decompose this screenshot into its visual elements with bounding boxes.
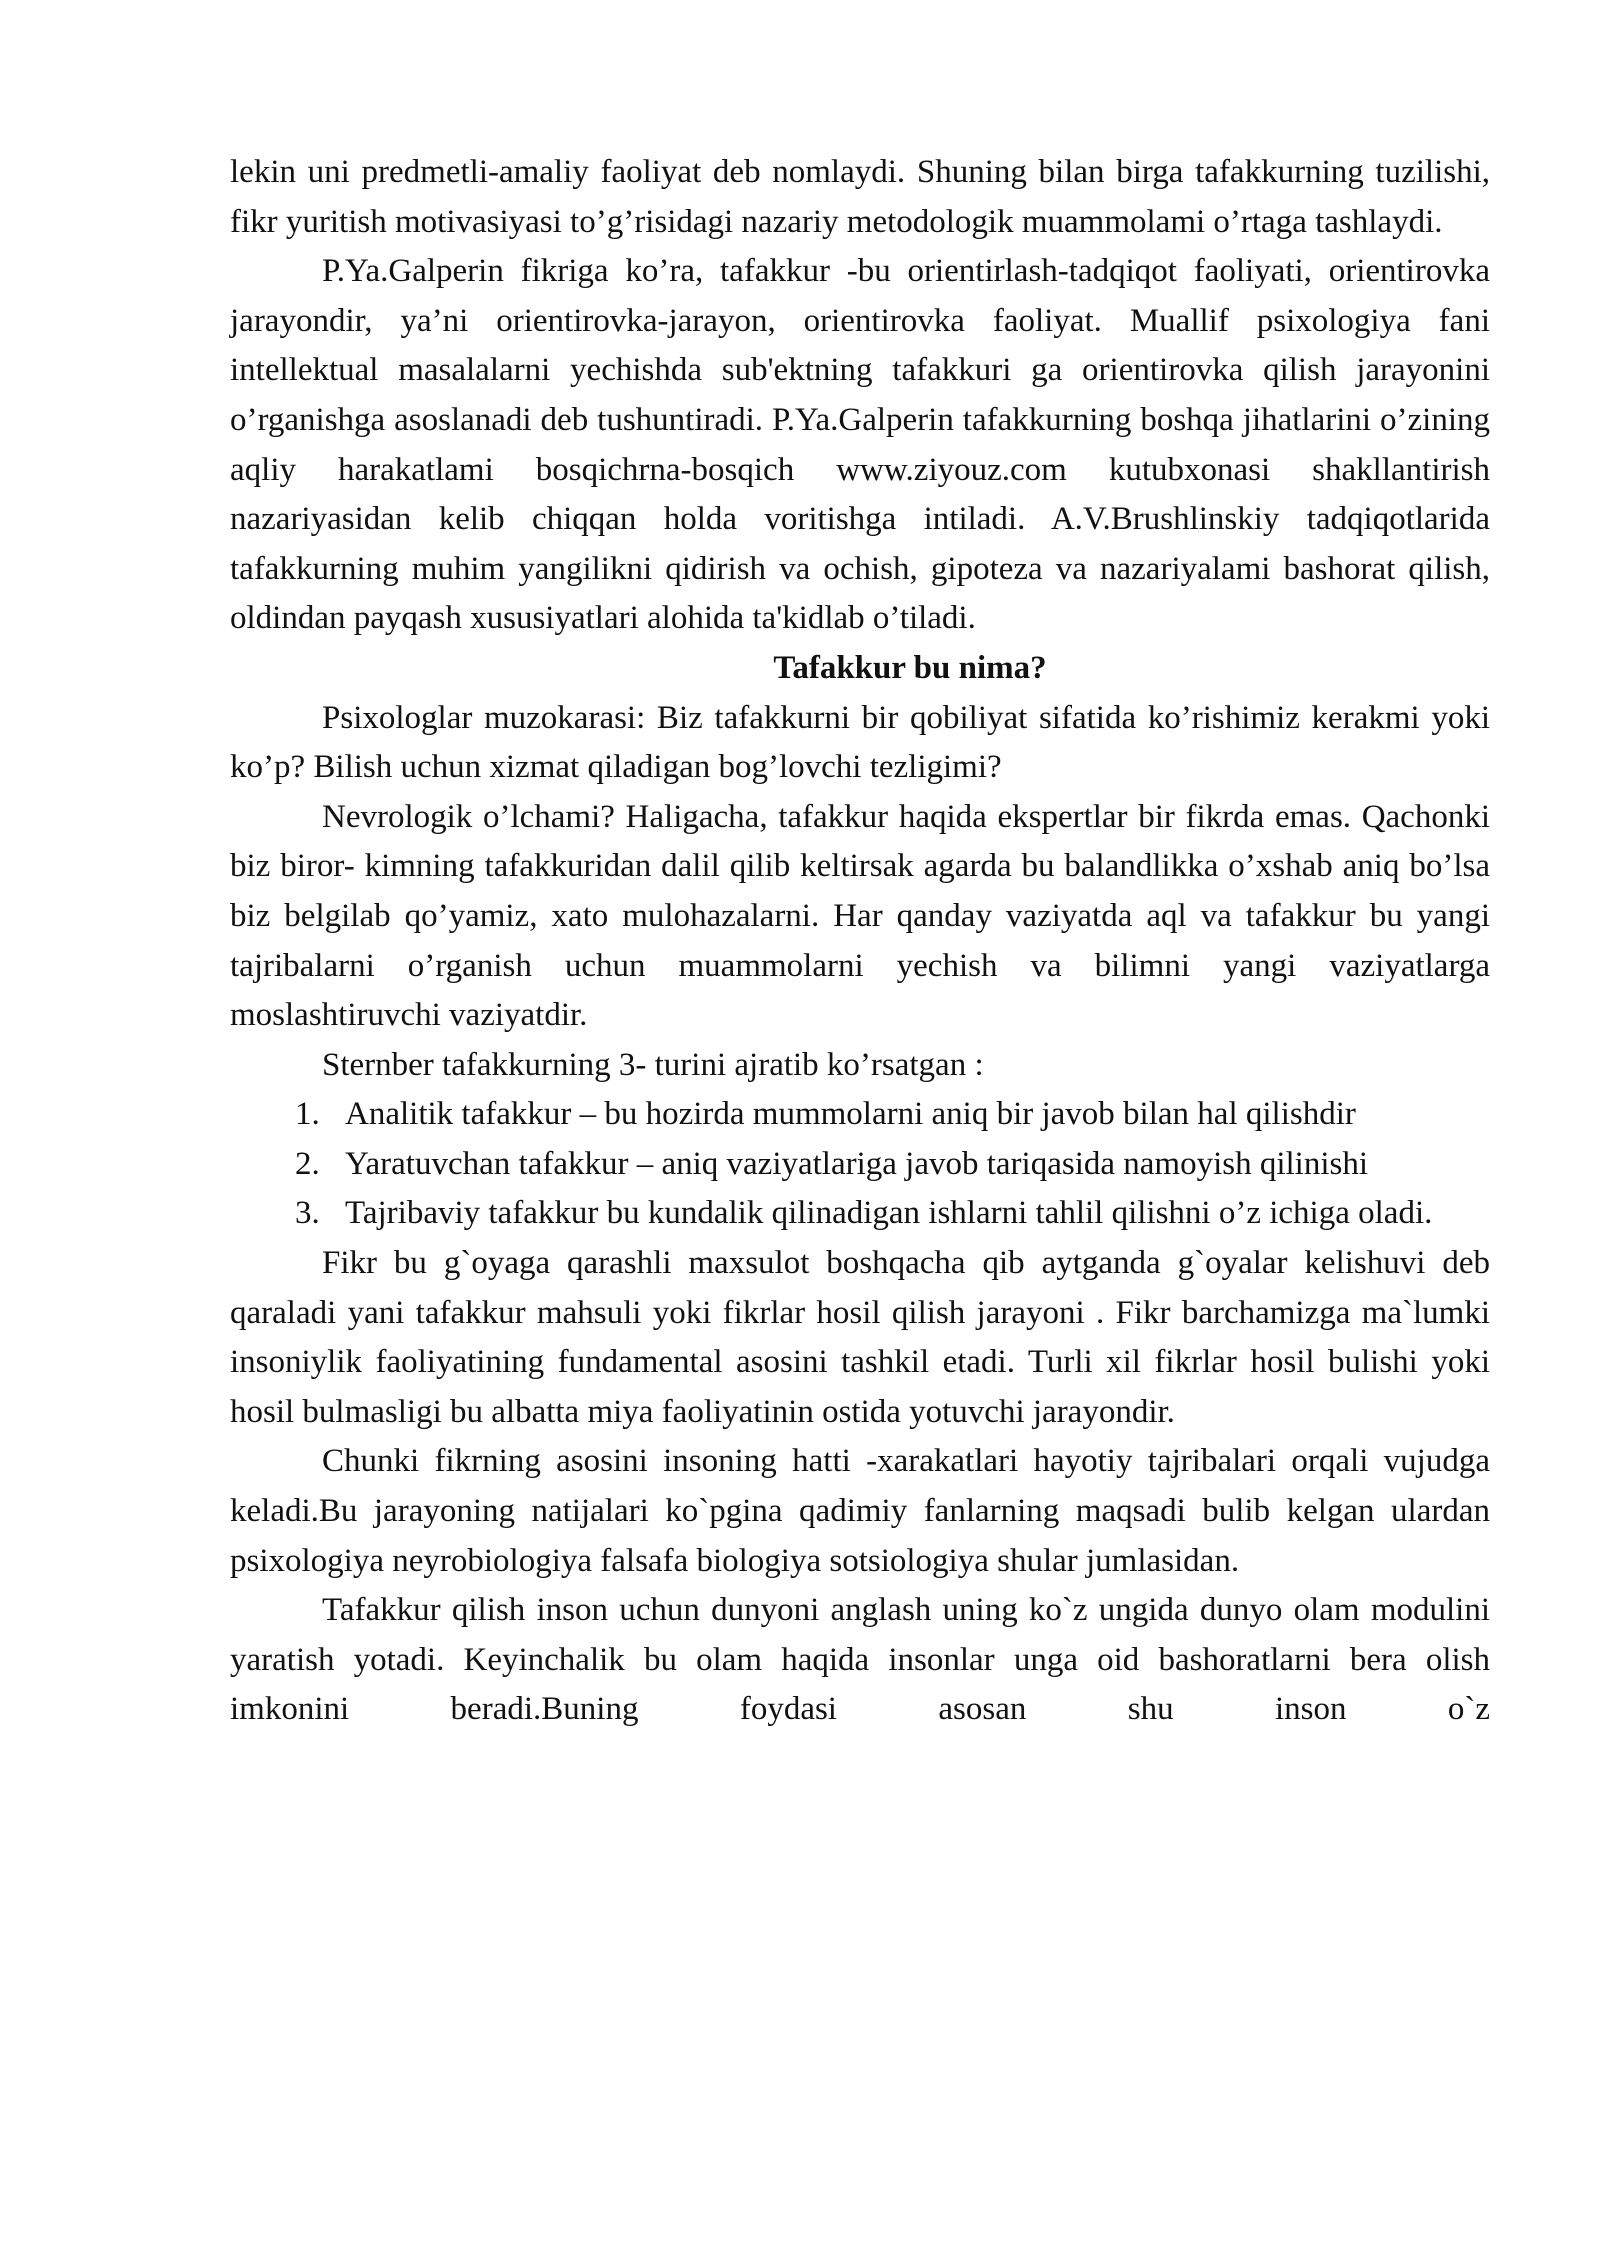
paragraph-psixologlar: Psixologlar muzokarasi: Biz tafakkurni bir qobiliyat sifatida ko’rishimiz kerakmi yoki ko’p? Bilish uchun xizmat qiladigan bog’lovchi tezligimi?	[230, 699, 1490, 786]
paragraph-galperin: P.Ya.Galperin fikriga ko’ra, tafakkur -bu orientirlash-tadqiqot faoliyati, orientirovka jarayondir, ya’ni orientirovka-jarayon, orientirovka faoliyat. Muallif psixologiya fani intellektual masalalarni yechishda sub'ektning tafakkuri ga orientirovka qilish jarayonini o’rganishga asoslanadi deb tushuntiradi. P.Ya.Galperin tafakkurning boshqa jihatlarini o’zining aqliy harakatlami bosqichrna-bosqich www.ziyouz.com kutubxonasi shakllantirish nazariyasidan kelib chiqqan holda voritishga intiladi. A.V.Brushlinskiy tadqiqotlarida tafakkurning muhim yangilikni qidirish va ochish, gipoteza va nazariyalami bashorat qilish, oldindan payqash xususiyatlari alohida ta'kidlab o’tiladi.	[230, 253, 1490, 637]
document-body	[230, 148, 1490, 1735]
paragraph-chunki: Chunki fikrning asosini insoning hatti -xarakatlari hayotiy tajribalari orqali vujudga keladi.Bu jarayoning natijalari ko`pgina qadimiy fanlarning maqsadi bulib kelgan ulardan psixologiya neyrobiologiya falsafa biologiya sotsiologiya shular jumlasidan.	[230, 1443, 1490, 1579]
paragraph-continuation: lekin uni predmetli-amaliy faoliyat deb nomlaydi. Shuning bilan birga tafakkurning tuzilishi, fikr yuritish motivasiyasi to’g’risidagi nazariy metodologik muammolami o’rtaga tashlaydi.	[230, 154, 1490, 240]
list-item	[230, 1189, 1490, 1239]
list-item	[230, 1140, 1490, 1190]
paragraph-nevrologik: Nevrologik o’lchami? Haligacha, tafakkur haqida ekspertlar bir fikrda emas. Qachonki biz biror- kimning tafakkuridan dalil qilib keltirsak agarda bu balandlikka o’xshab aniq bo’lsa biz belgilab qo’yamiz, xato mulohazalarni. Har qanday vaziyatda aql va tafakkur bu yangi tajribalarni o’rganish uchun muammolarni yechish va bilimni yangi vaziyatlarga moslashtiruvchi vaziyatdir.	[230, 798, 1490, 1034]
paragraph-sternber: Sternber tafakkurning 3- turini ajratib ko’rsatgan :	[322, 1046, 984, 1083]
numbered-list	[230, 1090, 1490, 1239]
paragraph-tafakkur-qilish: Tafakkur qilish inson uchun dunyoni anglash uning ko`z ungida dunyo olam modulini yaratish yotadi. Keyinchalik bu olam haqida insonlar unga oid bashoratlarni bera olish imkonini beradi.Buning foydasi asosan shu inson o`z	[230, 1592, 1490, 1728]
section-heading: Tafakkur bu nima?	[773, 649, 1047, 686]
list-item-text: Yaratuvchan tafakkur – aniq vaziyatlariga javob tariqasida namoyish qilinishi	[345, 1145, 1369, 1182]
paragraph-fikr: Fikr bu g`oyaga qarashli maxsulot boshqacha qib aytganda g`oyalar kelishuvi deb qaraladi yani tafakkur mahsuli yoki fikrlar hosil qilish jarayoni . Fikr barchamizga ma`lumki insoniylik faoliyatining fundamental asosini tashkil etadi. Turli xil fikrlar hosil bulishi yoki hosil bulmasligi bu albatta miya faoliyatinin ostida yotuvchi jarayondir.	[230, 1245, 1490, 1430]
list-item-number: 1.	[295, 1096, 320, 1133]
list-item-number: 2.	[295, 1145, 320, 1182]
list-item-number: 3.	[295, 1195, 320, 1232]
list-item-text: Tajribaviy tafakkur bu kundalik qilinadigan ishlarni tahlil qilishni o’z ichiga oladi.	[345, 1195, 1433, 1232]
list-item	[230, 1090, 1490, 1140]
list-item-text: Analitik tafakkur – bu hozirda mummolarni aniq bir javob bilan hal qilishdir	[345, 1096, 1356, 1133]
